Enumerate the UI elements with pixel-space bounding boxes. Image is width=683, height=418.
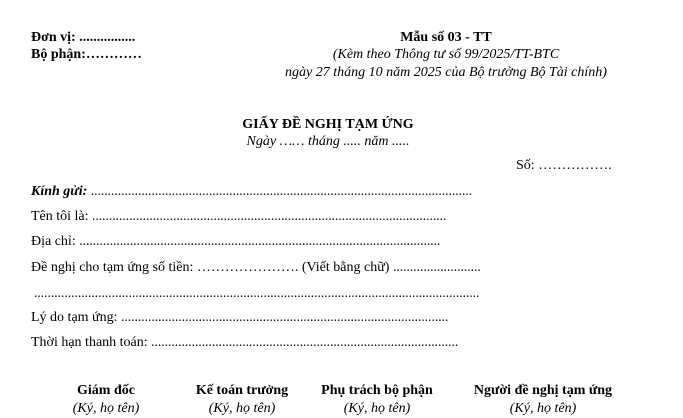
amount-line-2: .................................................................................................................................... <box>34 285 480 300</box>
document-title: GIẤY ĐỀ NGHỊ TẠM ỨNG <box>242 117 414 132</box>
signature-dept-head-note: (Ký, họ tên) <box>343 401 411 416</box>
signature-director-note: (Ký, họ tên) <box>72 401 140 416</box>
address-label: Địa chỉ: <box>31 234 76 249</box>
reason-label: Lý do tạm ứng: <box>31 310 118 325</box>
dept-value: ………… <box>85 47 142 62</box>
signature-dept-head-role: Phụ trách bộ phận <box>321 383 433 398</box>
amount-words-dots: .......................... <box>392 259 481 274</box>
dept-line <box>31 47 142 63</box>
deadline-label: Thời hạn thanh toán: <box>31 335 148 350</box>
signature-director-role: Giám đốc <box>77 383 135 398</box>
name-label: Tên tôi là: <box>31 209 89 224</box>
signature-chief-accountant-role: Kế toán trưởng <box>195 383 289 398</box>
deadline-line <box>31 334 458 351</box>
reason-line <box>31 309 448 326</box>
reason-dots: ................................................................................................. <box>121 309 449 324</box>
address-dots: ........................................................................................................... <box>79 233 441 248</box>
signature-chief-accountant-note: (Ký, họ tên) <box>208 401 276 416</box>
circular-date: ngày 27 tháng 10 năm 2025 của Bộ trưởng Bộ Tài chính) <box>285 65 607 80</box>
number-label: Số: <box>516 158 535 173</box>
name-dots: ......................................................................................................... <box>92 208 447 223</box>
circular-ref: (Kèm theo Thông tư số 99/2025/TT-BTC <box>332 47 560 62</box>
amount-line <box>31 259 481 276</box>
signature-requester-role: Người đề nghị tạm ứng <box>473 383 613 398</box>
unit-value: ................ <box>79 30 136 45</box>
to-dots: ................................................................................................................. <box>90 183 473 198</box>
signature-requester-note: (Ký, họ tên) <box>509 401 577 416</box>
amount-words-label: (Viết bằng chữ) <box>301 260 390 275</box>
address-line <box>31 233 440 250</box>
to-line <box>31 183 472 200</box>
number-line <box>516 158 612 174</box>
amount-label: Đề nghị cho tạm ứng số tiền: <box>31 260 194 275</box>
unit-line <box>31 30 135 46</box>
unit-label: Đơn vị: <box>31 30 76 45</box>
date-line: Ngày …… tháng ..... năm ..... <box>246 134 410 149</box>
deadline-dots: ........................................................................................... <box>151 334 459 349</box>
name-line <box>31 208 446 225</box>
dept-label: Bộ phận: <box>31 47 86 62</box>
number-value: ……………. <box>538 158 612 173</box>
amount-value: …………………. <box>196 260 299 275</box>
to-label: Kính gửi: <box>31 184 88 199</box>
form-number: Mẫu số 03 - TT <box>400 30 492 45</box>
